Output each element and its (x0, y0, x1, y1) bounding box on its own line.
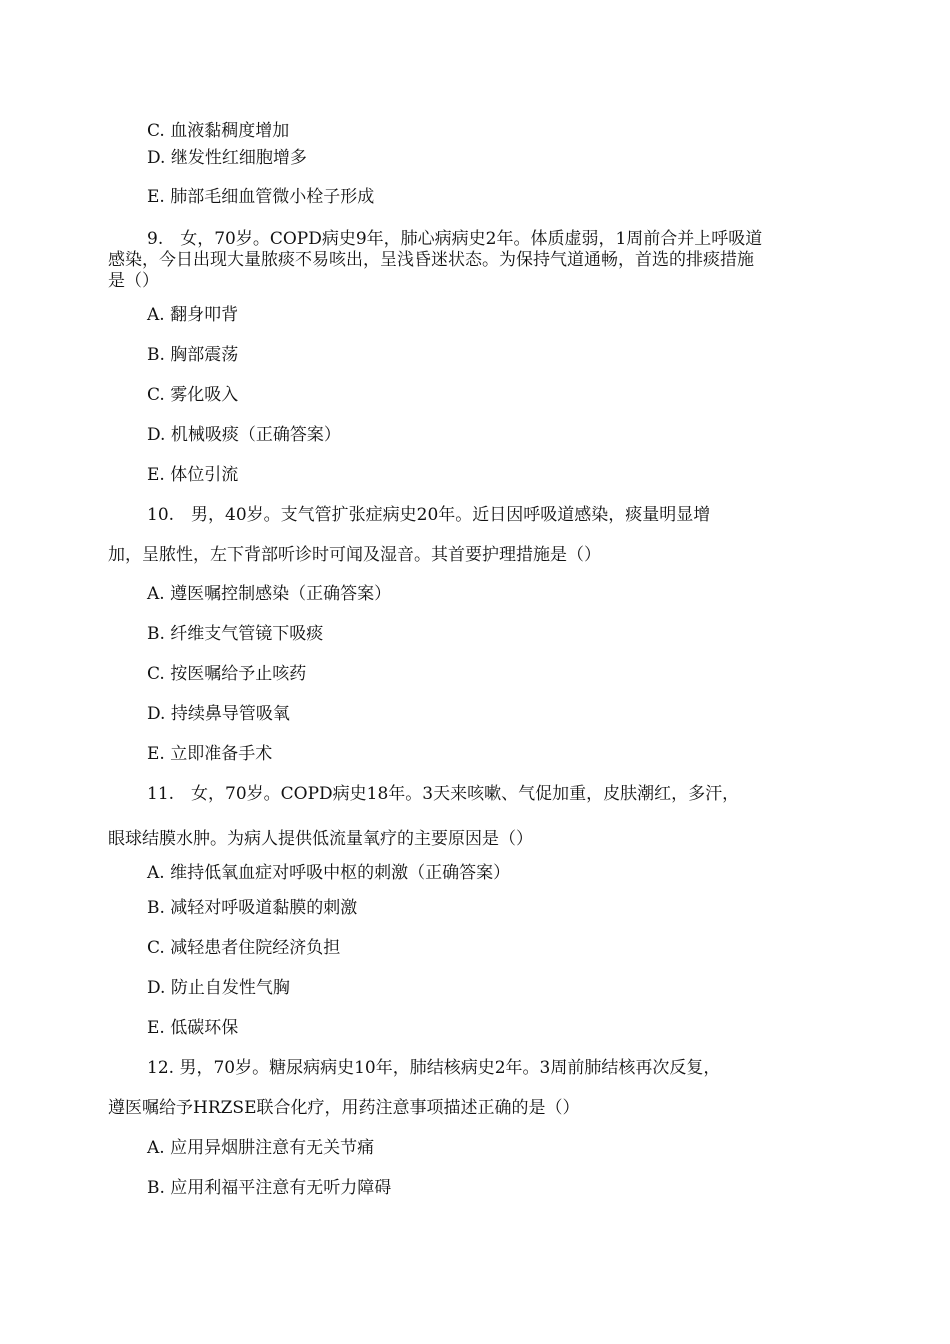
question-12-line: 遵医嘱给予HRZSE联合化疗，用药注意事项描述正确的是（） (108, 1098, 580, 1118)
question-11-line: 11. 女，70岁。COPD病史18年。3天来咳嗽、气促加重，皮肤潮红，多汗， (147, 784, 740, 804)
option-line: E. 肺部毛细血管微小栓子形成 (147, 187, 375, 207)
option-line: E. 低碳环保 (147, 1018, 239, 1038)
option-line: D. 防止自发性气胸 (147, 978, 290, 998)
question-12-line: 12. 男，70岁。糖尿病病史10年，肺结核病史2年。3周前肺结核再次反复， (147, 1058, 721, 1078)
option-line: D. 机械吸痰（正确答案） (147, 425, 341, 445)
option-line: A. 维持低氧血症对呼吸中枢的刺激（正确答案） (147, 863, 511, 883)
option-line: D. 继发性红细胞增多 (147, 148, 307, 168)
option-line: C. 减轻患者住院经济负担 (147, 938, 341, 958)
question-9-line: 感染，今日出现大量脓痰不易咳出，呈浅昏迷状态。为保持气道通畅，首选的排痰措施 (108, 250, 754, 270)
question-10-line: 10. 男，40岁。支气管扩张症病史20年。近日因呼吸道感染，痰量明显增 (147, 505, 711, 525)
option-line: B. 减轻对呼吸道黏膜的刺激 (147, 898, 358, 918)
option-line: A. 遵医嘱控制感染（正确答案） (147, 584, 392, 604)
question-9-line: 是（） (108, 271, 159, 291)
option-line: C. 雾化吸入 (147, 385, 239, 405)
option-line: B. 纤维支气管镜下吸痰 (147, 624, 324, 644)
option-line: E. 立即准备手术 (147, 744, 273, 764)
question-9-line: 9. 女，70岁。COPD病史9年，肺心病病史2年。体质虚弱，1周前合并上呼吸道 (147, 229, 763, 249)
option-line: C. 按医嘱给予止咳药 (147, 664, 307, 684)
option-line: A. 翻身叩背 (147, 305, 239, 325)
option-line: C. 血液黏稠度增加 (147, 121, 290, 141)
option-line: A. 应用异烟肼注意有无关节痛 (147, 1138, 375, 1158)
option-line: E. 体位引流 (147, 465, 239, 485)
option-line: B. 胸部震荡 (147, 345, 239, 365)
option-line: D. 持续鼻导管吸氧 (147, 704, 290, 724)
question-10-line: 加，呈脓性，左下背部听诊时可闻及湿音。其首要护理措施是（） (108, 545, 601, 565)
question-11-line: 眼球结膜水肿。为病人提供低流量氧疗的主要原因是（） (108, 829, 533, 849)
option-line: B. 应用利福平注意有无听力障碍 (147, 1178, 392, 1198)
